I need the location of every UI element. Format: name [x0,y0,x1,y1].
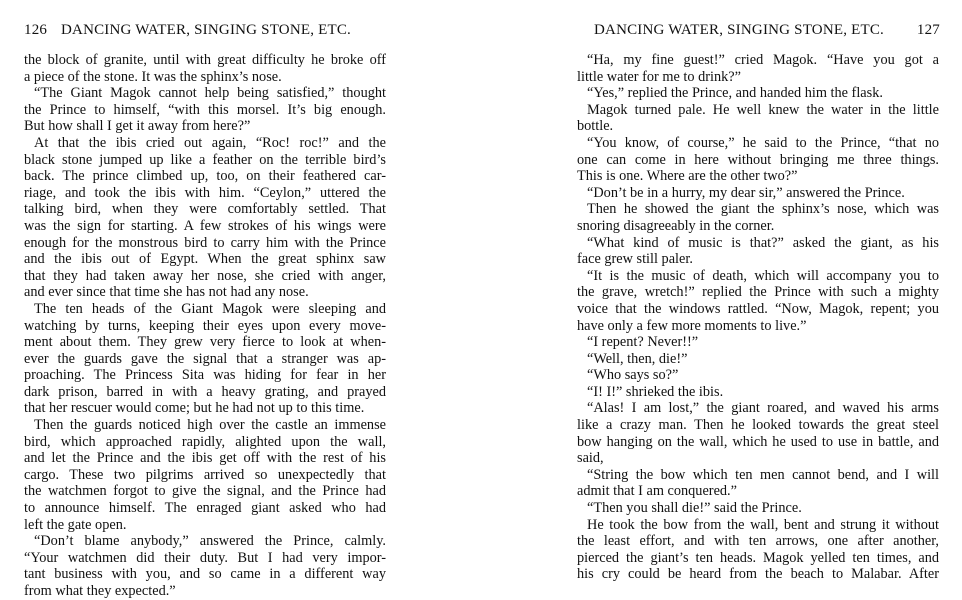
text-line: voice that the windows rattled. “Now, Magok, repent; you [577,300,939,317]
text-line: left the gate open. [24,516,127,533]
text-line: and the ibis out of Egypt. When the great sphinx saw [24,251,386,268]
text-line: the block of granite, until with great difficulty he broke off [24,52,386,68]
text-line: proaching. The Princess Sita was hiding for fear in her [24,367,386,384]
text-line: back. The prince climbed up, too, on their feathered car- [24,168,386,185]
text-line: “Well, then, die!” [587,350,688,367]
text-line: “What kind of music is that?” asked the giant, as his [587,234,939,251]
running-head: DANCING WATER, SINGING STONE, ETC. [61,22,351,38]
text-line: “I! I!” shrieked the ibis. [587,383,724,400]
text-line: But how shall I get it away from here?” [24,118,251,135]
text-line: snoring disagreeably in the corner. [577,217,775,234]
text-line: He took the bow from the wall, bent and strung it without [587,516,939,533]
text-line: ment about them. They grew very fierce to look at when- [24,334,386,351]
text-line: said, [577,450,604,467]
text-line: bird, which approached rapidly, alighted upon the wall, [24,433,386,450]
text-line: one can come in here without bringing me three things. [577,151,939,168]
text-line: face grew still paler. [577,251,693,268]
text-line: This is one. Where are the other two?” [577,168,798,185]
left-page-text [24,52,386,600]
text-line: a piece of the stone. It was the sphinx’s nose. [24,68,282,85]
text-line: “Then you shall die!” said the Prince. [587,500,802,517]
text-line: The ten heads of the Giant Magok were sleeping and [34,300,386,317]
text-line: “I repent? Never!!” [587,334,699,351]
text-line: admit that I am conquered.” [577,483,737,500]
text-line: tant business with you, and so came in a different way [24,566,386,583]
text-line: that they had taken away her nose, she cried with anger, [24,267,386,284]
text-line: the watchmen forgot to give the signal, and the Prince had [24,483,386,500]
text-line: “String the bow which ten men cannot bend, and I will [587,466,939,483]
text-line: like a crazy man. Then he looked towards the great steel [577,417,939,434]
text-line: pierced the giant’s ten heads. Magok yelled ten times, and [577,549,939,566]
text-line: “Don’t be in a hurry, my dear sir,” answered the Prince. [587,184,905,201]
text-line: bottle. [577,118,614,135]
text-line: the least effort, and with ten arrows, one after another, [577,533,939,550]
text-line: Magok turned pale. He well knew the water in the little [587,101,939,118]
text-line: “Alas! I am lost,” the giant roared, and waved his arms [587,400,939,417]
text-line: from what they expected.” [24,583,176,599]
text-line: “Don’t blame anybody,” answered the Prince, calmly. [34,533,386,550]
text-line: little water for me to drink?” [577,68,741,85]
text-line: watching by turns, keeping their eyes upon every move- [24,317,386,334]
text-line: black stone jumped up like a feather on the terrible bird’s [24,151,386,168]
text-line: At that the ibis cried out again, “Roc! roc!” and the [34,134,386,151]
right-page-text [577,52,939,583]
text-line: cargo. These two pilgrims arrived so unexpectedly that [24,466,386,483]
text-line: “The Giant Magok cannot help being satisfied,” thought [34,85,386,102]
right-page-header [577,22,939,40]
left-page-header [24,22,386,40]
text-line: the grave, wretch!” replied the Prince with such a mighty [577,284,939,301]
text-line: enough for the monstrous bird to carry him with the Prince [24,234,386,251]
text-line: to announce himself. The enraged giant asked who had [24,500,386,517]
text-line: the Prince to himself, “with this morsel. It’s big enough. [24,101,386,118]
text-line: talking bird, when they were comfortably settled. That [24,201,386,218]
text-line: was the sign for starting. A few strokes of his wings were [24,217,386,234]
text-line: Then the guards noticed high over the castle an immense [34,417,386,434]
text-line: bow hanging on the wall, which he used to use in battle, and [577,433,939,450]
page-number: 127 [916,22,940,38]
text-line: have only a few more moments to live.” [577,317,807,334]
text-line: “Yes,” replied the Prince, and handed him the flask. [587,85,883,102]
page-number: 126 [24,22,48,38]
text-line: riage, and took the ibis with him. “Ceylon,” uttered the [24,184,386,201]
text-line: and let the Prince and the ibis get off with the rest of his [24,450,386,467]
running-head: DANCING WATER, SINGING STONE, ETC. [594,22,884,38]
text-line: his cry could be heard from the beach to Malabar. After [577,566,939,583]
text-line: “It is the music of death, which will accompany you to [587,267,939,284]
text-line: Then he showed the giant the sphinx’s nose, which was [587,201,939,218]
text-line: “Who says so?” [587,367,679,384]
text-line: “You know, of course,” he said to the Prince, “that no [587,134,939,151]
text-line: that her rescuer would come; but he had not up to this time. [24,400,365,417]
text-line: “Ha, my fine guest!” cried Magok. “Have you got a [587,52,939,68]
text-line: “Your watchmen did their duty. But I had very impor- [24,549,386,566]
text-line: dark prison, barred in with a heavy grating, and prayed [24,383,386,400]
text-line: ever the guards gave the signal that a stranger was ap- [24,350,386,367]
text-line: and ever since that time she has not had any nose. [24,284,309,301]
